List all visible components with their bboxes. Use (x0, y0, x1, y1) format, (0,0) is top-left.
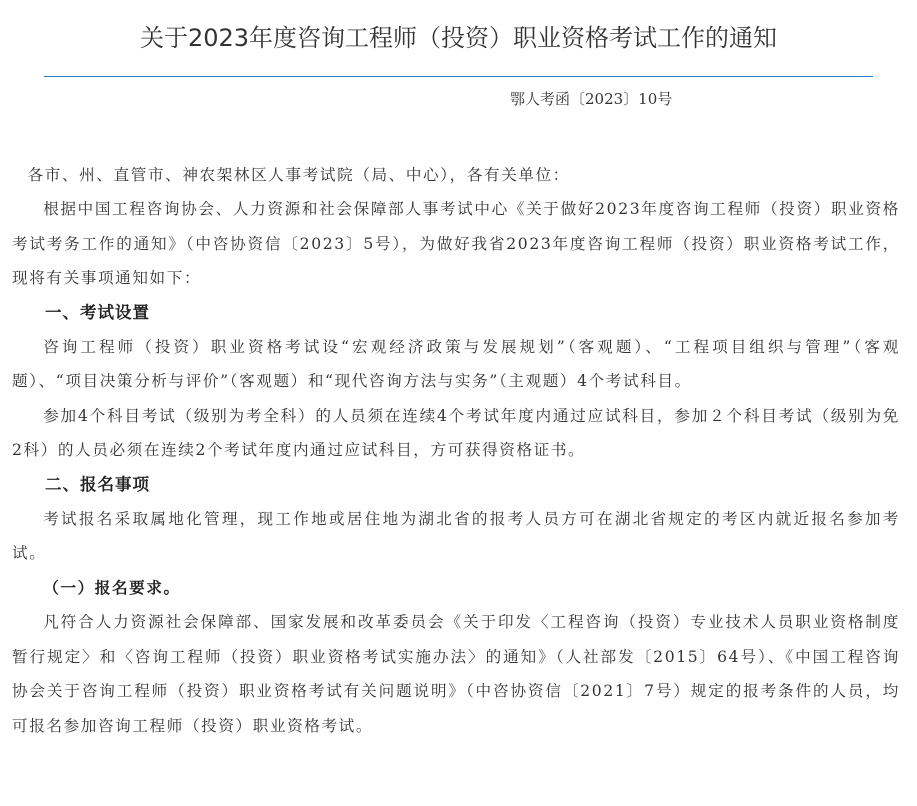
registration-requirements-paragraph: 凡符合人力资源社会保障部、国家发展和改革委员会《关于印发〈工程咨询（投资）专业技术人员职业资格制度暂行规定〉和〈咨询工程师（投资）职业资格考试实施办法〉的通知》（人社部发〔2015〕64号）、《中国工程咨询协会关于咨询工程师（投资）职业资格考试有关问题说明》（中咨协资信〔2021〕7号）规定的报考条件的人员，均可报名参加咨询工程师（投资）职业资格考试。 (12, 613, 900, 735)
section-heading-exam-setup: 一、考试设置 (45, 302, 150, 322)
subheading-registration-requirements: （一）报名要求。 (43, 577, 181, 597)
intro-paragraph: 根据中国工程咨询协会、人力资源和社会保障部人事考试中心《关于做好2023年度咨询工程师（投资）职业资格考试考务工作的通知》（中咨协资信〔2023〕5号），为做好我省2023年度咨询工程师（投资）职业资格考试工作，现将有关事项通知如下： (12, 200, 900, 288)
page-title: 关于2023年度咨询工程师（投资）职业资格考试工作的通知 (139, 24, 778, 52)
section-heading-registration: 二、报名事项 (45, 474, 150, 494)
notice-body (12, 158, 900, 743)
salutation: 各市、州、直管市、神农架林区人事考试院（局、中心），各有关单位： (27, 166, 570, 184)
exam-subjects-paragraph: 咨询工程师（投资）职业资格考试设“宏观经济政策与发展规划”（客观题）、“工程项目组织与管理”（客观题）、“项目决策分析与评价”（客观题）和“现代咨询方法与实务”（主观题）4个考试科目。 (12, 338, 900, 391)
title-divider (44, 76, 873, 77)
registration-locality-paragraph: 考试报名采取属地化管理，现工作地或居住地为湖北省的报考人员方可在湖北省规定的考区内就近报名参加考试。 (12, 510, 900, 563)
exam-pass-rule-paragraph: 参加4个科目考试（级别为考全科）的人员须在连续4个考试年度内通过应试科目，参加２个科目考试（级别为免2科）的人员必须在连续2个考试年度内通过应试科目，方可获得资格证书。 (12, 406, 900, 460)
document-number: 鄂人考函〔2023〕10号 (510, 90, 673, 108)
